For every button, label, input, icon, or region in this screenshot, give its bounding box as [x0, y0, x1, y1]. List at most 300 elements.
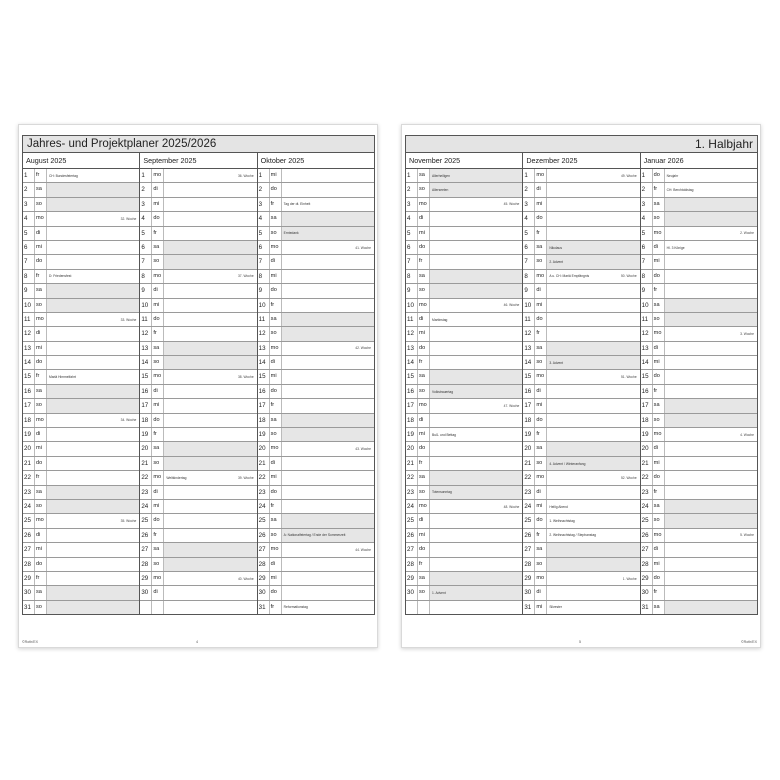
day-note-area[interactable] — [163, 457, 256, 470]
day-note-area[interactable] — [664, 586, 757, 599]
day-row[interactable] — [258, 442, 374, 456]
day-row[interactable] — [406, 212, 522, 226]
day-row[interactable] — [258, 270, 374, 284]
day-row[interactable] — [23, 299, 139, 313]
day-row[interactable] — [641, 399, 757, 413]
day-row[interactable] — [258, 586, 374, 600]
day-row[interactable] — [523, 442, 639, 456]
day-note-area[interactable] — [664, 284, 757, 297]
day-row[interactable] — [258, 529, 374, 543]
day-note-area[interactable] — [546, 313, 639, 326]
day-row[interactable] — [523, 457, 639, 471]
day-row[interactable] — [258, 500, 374, 514]
day-note-area[interactable] — [664, 529, 757, 542]
day-note-area[interactable] — [46, 241, 139, 254]
day-row[interactable] — [523, 255, 639, 269]
day-note-area[interactable] — [429, 270, 522, 283]
day-note-area[interactable] — [429, 227, 522, 240]
day-note-area[interactable] — [163, 212, 256, 225]
day-note-area[interactable] — [429, 284, 522, 297]
day-row[interactable] — [406, 169, 522, 183]
day-row[interactable] — [23, 212, 139, 226]
day-row[interactable] — [523, 543, 639, 557]
day-note-area[interactable] — [163, 327, 256, 340]
day-note-area[interactable] — [546, 558, 639, 571]
day-note-area[interactable] — [163, 299, 256, 312]
day-row[interactable] — [258, 471, 374, 485]
day-row[interactable] — [23, 270, 139, 284]
day-note-area[interactable] — [46, 342, 139, 355]
day-note-area[interactable] — [163, 342, 256, 355]
day-row[interactable] — [140, 270, 256, 284]
day-row[interactable] — [523, 327, 639, 341]
day-note-area[interactable] — [163, 500, 256, 513]
day-row[interactable] — [406, 471, 522, 485]
day-row[interactable] — [140, 313, 256, 327]
day-row[interactable] — [140, 169, 256, 183]
day-row[interactable] — [641, 284, 757, 298]
day-row[interactable] — [641, 471, 757, 485]
day-note-area[interactable] — [46, 270, 139, 283]
day-note-area[interactable] — [429, 385, 522, 398]
day-note-area[interactable] — [163, 198, 256, 211]
day-note-area[interactable] — [429, 212, 522, 225]
day-note-area[interactable] — [546, 543, 639, 556]
day-note-area[interactable] — [546, 385, 639, 398]
day-row[interactable] — [406, 414, 522, 428]
day-row[interactable] — [258, 198, 374, 212]
day-row[interactable] — [140, 486, 256, 500]
day-note-area[interactable] — [163, 255, 256, 268]
day-row[interactable] — [258, 457, 374, 471]
day-row[interactable] — [523, 370, 639, 384]
day-row[interactable] — [641, 198, 757, 212]
day-note-area[interactable] — [546, 169, 639, 182]
day-row[interactable] — [23, 486, 139, 500]
day-row[interactable] — [258, 514, 374, 528]
day-note-area[interactable] — [46, 284, 139, 297]
day-row[interactable] — [523, 572, 639, 586]
day-note-area[interactable] — [664, 183, 757, 196]
day-row[interactable] — [140, 198, 256, 212]
day-note-area[interactable] — [429, 428, 522, 441]
day-row[interactable] — [523, 183, 639, 197]
day-note-area[interactable] — [664, 500, 757, 513]
day-note-area[interactable] — [281, 558, 374, 571]
day-note-area[interactable] — [546, 241, 639, 254]
day-row[interactable] — [140, 529, 256, 543]
day-row[interactable] — [140, 284, 256, 298]
day-row[interactable] — [140, 255, 256, 269]
day-note-area[interactable] — [163, 601, 256, 614]
day-row[interactable] — [23, 255, 139, 269]
day-note-area[interactable] — [163, 543, 256, 556]
day-row[interactable] — [641, 428, 757, 442]
day-row[interactable] — [140, 183, 256, 197]
day-row[interactable] — [140, 471, 256, 485]
day-note-area[interactable] — [46, 399, 139, 412]
day-row[interactable] — [641, 486, 757, 500]
day-row[interactable] — [641, 342, 757, 356]
day-note-area[interactable] — [46, 514, 139, 527]
day-row[interactable] — [406, 241, 522, 255]
day-note-area[interactable] — [281, 500, 374, 513]
day-note-area[interactable] — [163, 529, 256, 542]
day-note-area[interactable] — [163, 370, 256, 383]
day-note-area[interactable] — [46, 457, 139, 470]
day-note-area[interactable] — [163, 313, 256, 326]
day-row[interactable] — [641, 385, 757, 399]
day-note-area[interactable] — [46, 255, 139, 268]
day-row[interactable] — [406, 370, 522, 384]
day-row[interactable] — [258, 572, 374, 586]
day-row[interactable] — [523, 486, 639, 500]
day-note-area[interactable] — [429, 514, 522, 527]
day-note-area[interactable] — [281, 586, 374, 599]
day-row[interactable] — [406, 558, 522, 572]
day-row[interactable] — [23, 169, 139, 183]
day-row[interactable] — [258, 370, 374, 384]
day-row[interactable] — [258, 212, 374, 226]
day-note-area[interactable] — [163, 442, 256, 455]
day-note-area[interactable] — [664, 457, 757, 470]
day-note-area[interactable] — [546, 414, 639, 427]
day-row[interactable] — [258, 414, 374, 428]
day-row[interactable] — [641, 514, 757, 528]
day-note-area[interactable] — [664, 486, 757, 499]
day-row[interactable] — [406, 514, 522, 528]
day-row[interactable] — [523, 471, 639, 485]
day-note-area[interactable] — [546, 212, 639, 225]
day-note-area[interactable] — [281, 327, 374, 340]
day-row[interactable] — [523, 385, 639, 399]
day-row[interactable] — [641, 457, 757, 471]
day-note-area[interactable] — [664, 601, 757, 614]
day-note-area[interactable] — [664, 169, 757, 182]
day-note-area[interactable] — [664, 370, 757, 383]
day-note-area[interactable] — [429, 586, 522, 599]
day-row[interactable] — [258, 428, 374, 442]
day-row[interactable] — [23, 514, 139, 528]
day-note-area[interactable] — [46, 529, 139, 542]
day-row[interactable] — [258, 327, 374, 341]
day-note-area[interactable] — [664, 543, 757, 556]
day-row[interactable] — [641, 601, 757, 615]
day-note-area[interactable] — [281, 486, 374, 499]
day-note-area[interactable] — [163, 227, 256, 240]
day-row[interactable] — [641, 299, 757, 313]
day-row[interactable] — [641, 370, 757, 384]
day-row[interactable] — [406, 442, 522, 456]
day-row[interactable] — [641, 529, 757, 543]
day-note-area[interactable] — [281, 385, 374, 398]
day-note-area[interactable] — [429, 356, 522, 369]
day-note-area[interactable] — [429, 198, 522, 211]
day-row[interactable] — [23, 183, 139, 197]
day-note-area[interactable] — [46, 356, 139, 369]
day-note-area[interactable] — [46, 572, 139, 585]
day-row[interactable] — [258, 342, 374, 356]
day-row[interactable] — [140, 543, 256, 557]
day-note-area[interactable] — [664, 356, 757, 369]
day-row[interactable] — [406, 327, 522, 341]
day-note-area[interactable] — [163, 183, 256, 196]
day-note-area[interactable] — [281, 601, 374, 614]
day-note-area[interactable] — [46, 471, 139, 484]
day-row[interactable] — [23, 385, 139, 399]
day-note-area[interactable] — [46, 586, 139, 599]
day-row[interactable] — [23, 241, 139, 255]
day-note-area[interactable] — [163, 572, 256, 585]
day-row[interactable] — [258, 241, 374, 255]
day-note-area[interactable] — [163, 385, 256, 398]
day-note-area[interactable] — [429, 572, 522, 585]
day-note-area[interactable] — [429, 457, 522, 470]
day-note-area[interactable] — [664, 313, 757, 326]
day-row[interactable] — [140, 370, 256, 384]
day-row[interactable] — [258, 183, 374, 197]
day-note-area[interactable] — [281, 284, 374, 297]
day-row[interactable] — [641, 442, 757, 456]
day-row[interactable] — [641, 558, 757, 572]
day-row[interactable] — [140, 500, 256, 514]
day-row[interactable] — [23, 586, 139, 600]
day-note-area[interactable] — [281, 342, 374, 355]
day-note-area[interactable] — [163, 514, 256, 527]
day-note-area[interactable] — [546, 227, 639, 240]
day-row[interactable] — [523, 586, 639, 600]
day-note-area[interactable] — [429, 327, 522, 340]
day-note-area[interactable] — [281, 270, 374, 283]
day-note-area[interactable] — [46, 327, 139, 340]
day-row[interactable] — [641, 183, 757, 197]
day-row[interactable] — [641, 227, 757, 241]
day-row[interactable] — [641, 241, 757, 255]
day-row[interactable] — [641, 327, 757, 341]
day-note-area[interactable] — [429, 342, 522, 355]
day-row[interactable] — [23, 471, 139, 485]
day-row[interactable] — [258, 227, 374, 241]
day-note-area[interactable] — [46, 558, 139, 571]
day-row[interactable] — [523, 212, 639, 226]
day-note-area[interactable] — [281, 442, 374, 455]
day-row[interactable] — [140, 399, 256, 413]
day-note-area[interactable] — [281, 543, 374, 556]
day-row[interactable] — [140, 457, 256, 471]
day-row[interactable] — [406, 183, 522, 197]
day-note-area[interactable] — [163, 399, 256, 412]
day-note-area[interactable] — [163, 270, 256, 283]
day-note-area[interactable] — [546, 198, 639, 211]
day-note-area[interactable] — [429, 601, 522, 614]
day-row[interactable] — [641, 586, 757, 600]
day-note-area[interactable] — [281, 241, 374, 254]
day-note-area[interactable] — [46, 299, 139, 312]
day-note-area[interactable] — [46, 370, 139, 383]
day-row[interactable] — [523, 500, 639, 514]
day-row[interactable] — [641, 414, 757, 428]
day-note-area[interactable] — [546, 183, 639, 196]
day-note-area[interactable] — [664, 471, 757, 484]
day-note-area[interactable] — [281, 198, 374, 211]
day-note-area[interactable] — [664, 514, 757, 527]
day-row[interactable] — [140, 212, 256, 226]
day-row[interactable] — [258, 486, 374, 500]
day-row[interactable] — [23, 284, 139, 298]
day-row[interactable] — [406, 486, 522, 500]
day-note-area[interactable] — [46, 601, 139, 614]
day-note-area[interactable] — [546, 457, 639, 470]
day-note-area[interactable] — [546, 514, 639, 527]
day-row[interactable] — [23, 529, 139, 543]
day-row[interactable] — [406, 255, 522, 269]
day-row[interactable] — [140, 601, 256, 615]
day-row[interactable] — [523, 198, 639, 212]
day-note-area[interactable] — [664, 442, 757, 455]
day-note-area[interactable] — [429, 370, 522, 383]
day-row[interactable] — [140, 385, 256, 399]
day-row[interactable] — [23, 601, 139, 615]
day-row[interactable] — [523, 169, 639, 183]
day-row[interactable] — [23, 198, 139, 212]
day-row[interactable] — [523, 428, 639, 442]
day-note-area[interactable] — [546, 471, 639, 484]
day-note-area[interactable] — [429, 543, 522, 556]
day-note-area[interactable] — [546, 572, 639, 585]
day-row[interactable] — [523, 284, 639, 298]
day-row[interactable] — [523, 399, 639, 413]
day-row[interactable] — [140, 514, 256, 528]
day-note-area[interactable] — [429, 313, 522, 326]
day-note-area[interactable] — [281, 572, 374, 585]
day-note-area[interactable] — [429, 486, 522, 499]
day-note-area[interactable] — [546, 299, 639, 312]
day-note-area[interactable] — [46, 414, 139, 427]
day-row[interactable] — [140, 299, 256, 313]
day-note-area[interactable] — [46, 543, 139, 556]
day-note-area[interactable] — [46, 227, 139, 240]
day-note-area[interactable] — [163, 284, 256, 297]
day-row[interactable] — [23, 327, 139, 341]
day-note-area[interactable] — [664, 399, 757, 412]
day-row[interactable] — [258, 169, 374, 183]
day-note-area[interactable] — [281, 255, 374, 268]
day-note-area[interactable] — [46, 442, 139, 455]
day-row[interactable] — [140, 442, 256, 456]
day-row[interactable] — [23, 457, 139, 471]
day-note-area[interactable] — [281, 169, 374, 182]
day-note-area[interactable] — [546, 486, 639, 499]
day-note-area[interactable] — [546, 270, 639, 283]
day-row[interactable] — [140, 342, 256, 356]
day-row[interactable] — [258, 558, 374, 572]
day-row[interactable] — [406, 356, 522, 370]
day-note-area[interactable] — [281, 212, 374, 225]
day-note-area[interactable] — [429, 471, 522, 484]
day-note-area[interactable] — [163, 414, 256, 427]
day-note-area[interactable] — [163, 558, 256, 571]
day-note-area[interactable] — [429, 558, 522, 571]
day-row[interactable] — [258, 313, 374, 327]
day-note-area[interactable] — [664, 342, 757, 355]
day-row[interactable] — [406, 529, 522, 543]
day-note-area[interactable] — [281, 313, 374, 326]
day-row[interactable] — [140, 356, 256, 370]
day-row[interactable] — [406, 284, 522, 298]
day-row[interactable] — [406, 342, 522, 356]
day-row[interactable] — [406, 198, 522, 212]
day-note-area[interactable] — [546, 428, 639, 441]
day-row[interactable] — [23, 428, 139, 442]
day-note-area[interactable] — [163, 428, 256, 441]
day-note-area[interactable] — [163, 586, 256, 599]
day-note-area[interactable] — [163, 471, 256, 484]
day-note-area[interactable] — [664, 241, 757, 254]
day-row[interactable] — [523, 356, 639, 370]
day-row[interactable] — [406, 227, 522, 241]
day-note-area[interactable] — [281, 514, 374, 527]
day-note-area[interactable] — [546, 327, 639, 340]
day-note-area[interactable] — [546, 284, 639, 297]
day-note-area[interactable] — [46, 486, 139, 499]
day-row[interactable] — [23, 370, 139, 384]
day-row[interactable] — [23, 543, 139, 557]
day-row[interactable] — [258, 399, 374, 413]
day-row[interactable] — [140, 558, 256, 572]
day-row[interactable] — [23, 313, 139, 327]
day-row[interactable] — [406, 270, 522, 284]
day-row[interactable] — [23, 227, 139, 241]
day-row[interactable] — [406, 428, 522, 442]
day-note-area[interactable] — [281, 457, 374, 470]
day-row[interactable] — [523, 227, 639, 241]
day-note-area[interactable] — [546, 442, 639, 455]
day-row[interactable] — [406, 586, 522, 600]
day-note-area[interactable] — [281, 183, 374, 196]
day-row[interactable] — [140, 586, 256, 600]
day-row[interactable] — [523, 313, 639, 327]
day-note-area[interactable] — [281, 227, 374, 240]
day-note-area[interactable] — [429, 169, 522, 182]
day-note-area[interactable] — [429, 442, 522, 455]
day-row[interactable] — [523, 514, 639, 528]
day-row[interactable] — [23, 572, 139, 586]
day-row[interactable] — [23, 414, 139, 428]
day-note-area[interactable] — [664, 558, 757, 571]
day-note-area[interactable] — [664, 414, 757, 427]
day-note-area[interactable] — [46, 212, 139, 225]
day-row[interactable] — [406, 572, 522, 586]
day-row[interactable] — [140, 241, 256, 255]
day-row[interactable] — [140, 428, 256, 442]
day-note-area[interactable] — [664, 327, 757, 340]
day-note-area[interactable] — [546, 586, 639, 599]
day-note-area[interactable] — [281, 399, 374, 412]
day-row[interactable] — [641, 500, 757, 514]
day-note-area[interactable] — [664, 227, 757, 240]
day-row[interactable] — [258, 543, 374, 557]
day-row[interactable] — [523, 342, 639, 356]
day-note-area[interactable] — [429, 183, 522, 196]
day-note-area[interactable] — [546, 601, 639, 614]
day-row[interactable] — [523, 270, 639, 284]
day-row[interactable] — [406, 385, 522, 399]
day-note-area[interactable] — [664, 428, 757, 441]
day-note-area[interactable] — [546, 399, 639, 412]
day-note-area[interactable] — [163, 486, 256, 499]
day-note-area[interactable] — [664, 572, 757, 585]
day-note-area[interactable] — [46, 183, 139, 196]
